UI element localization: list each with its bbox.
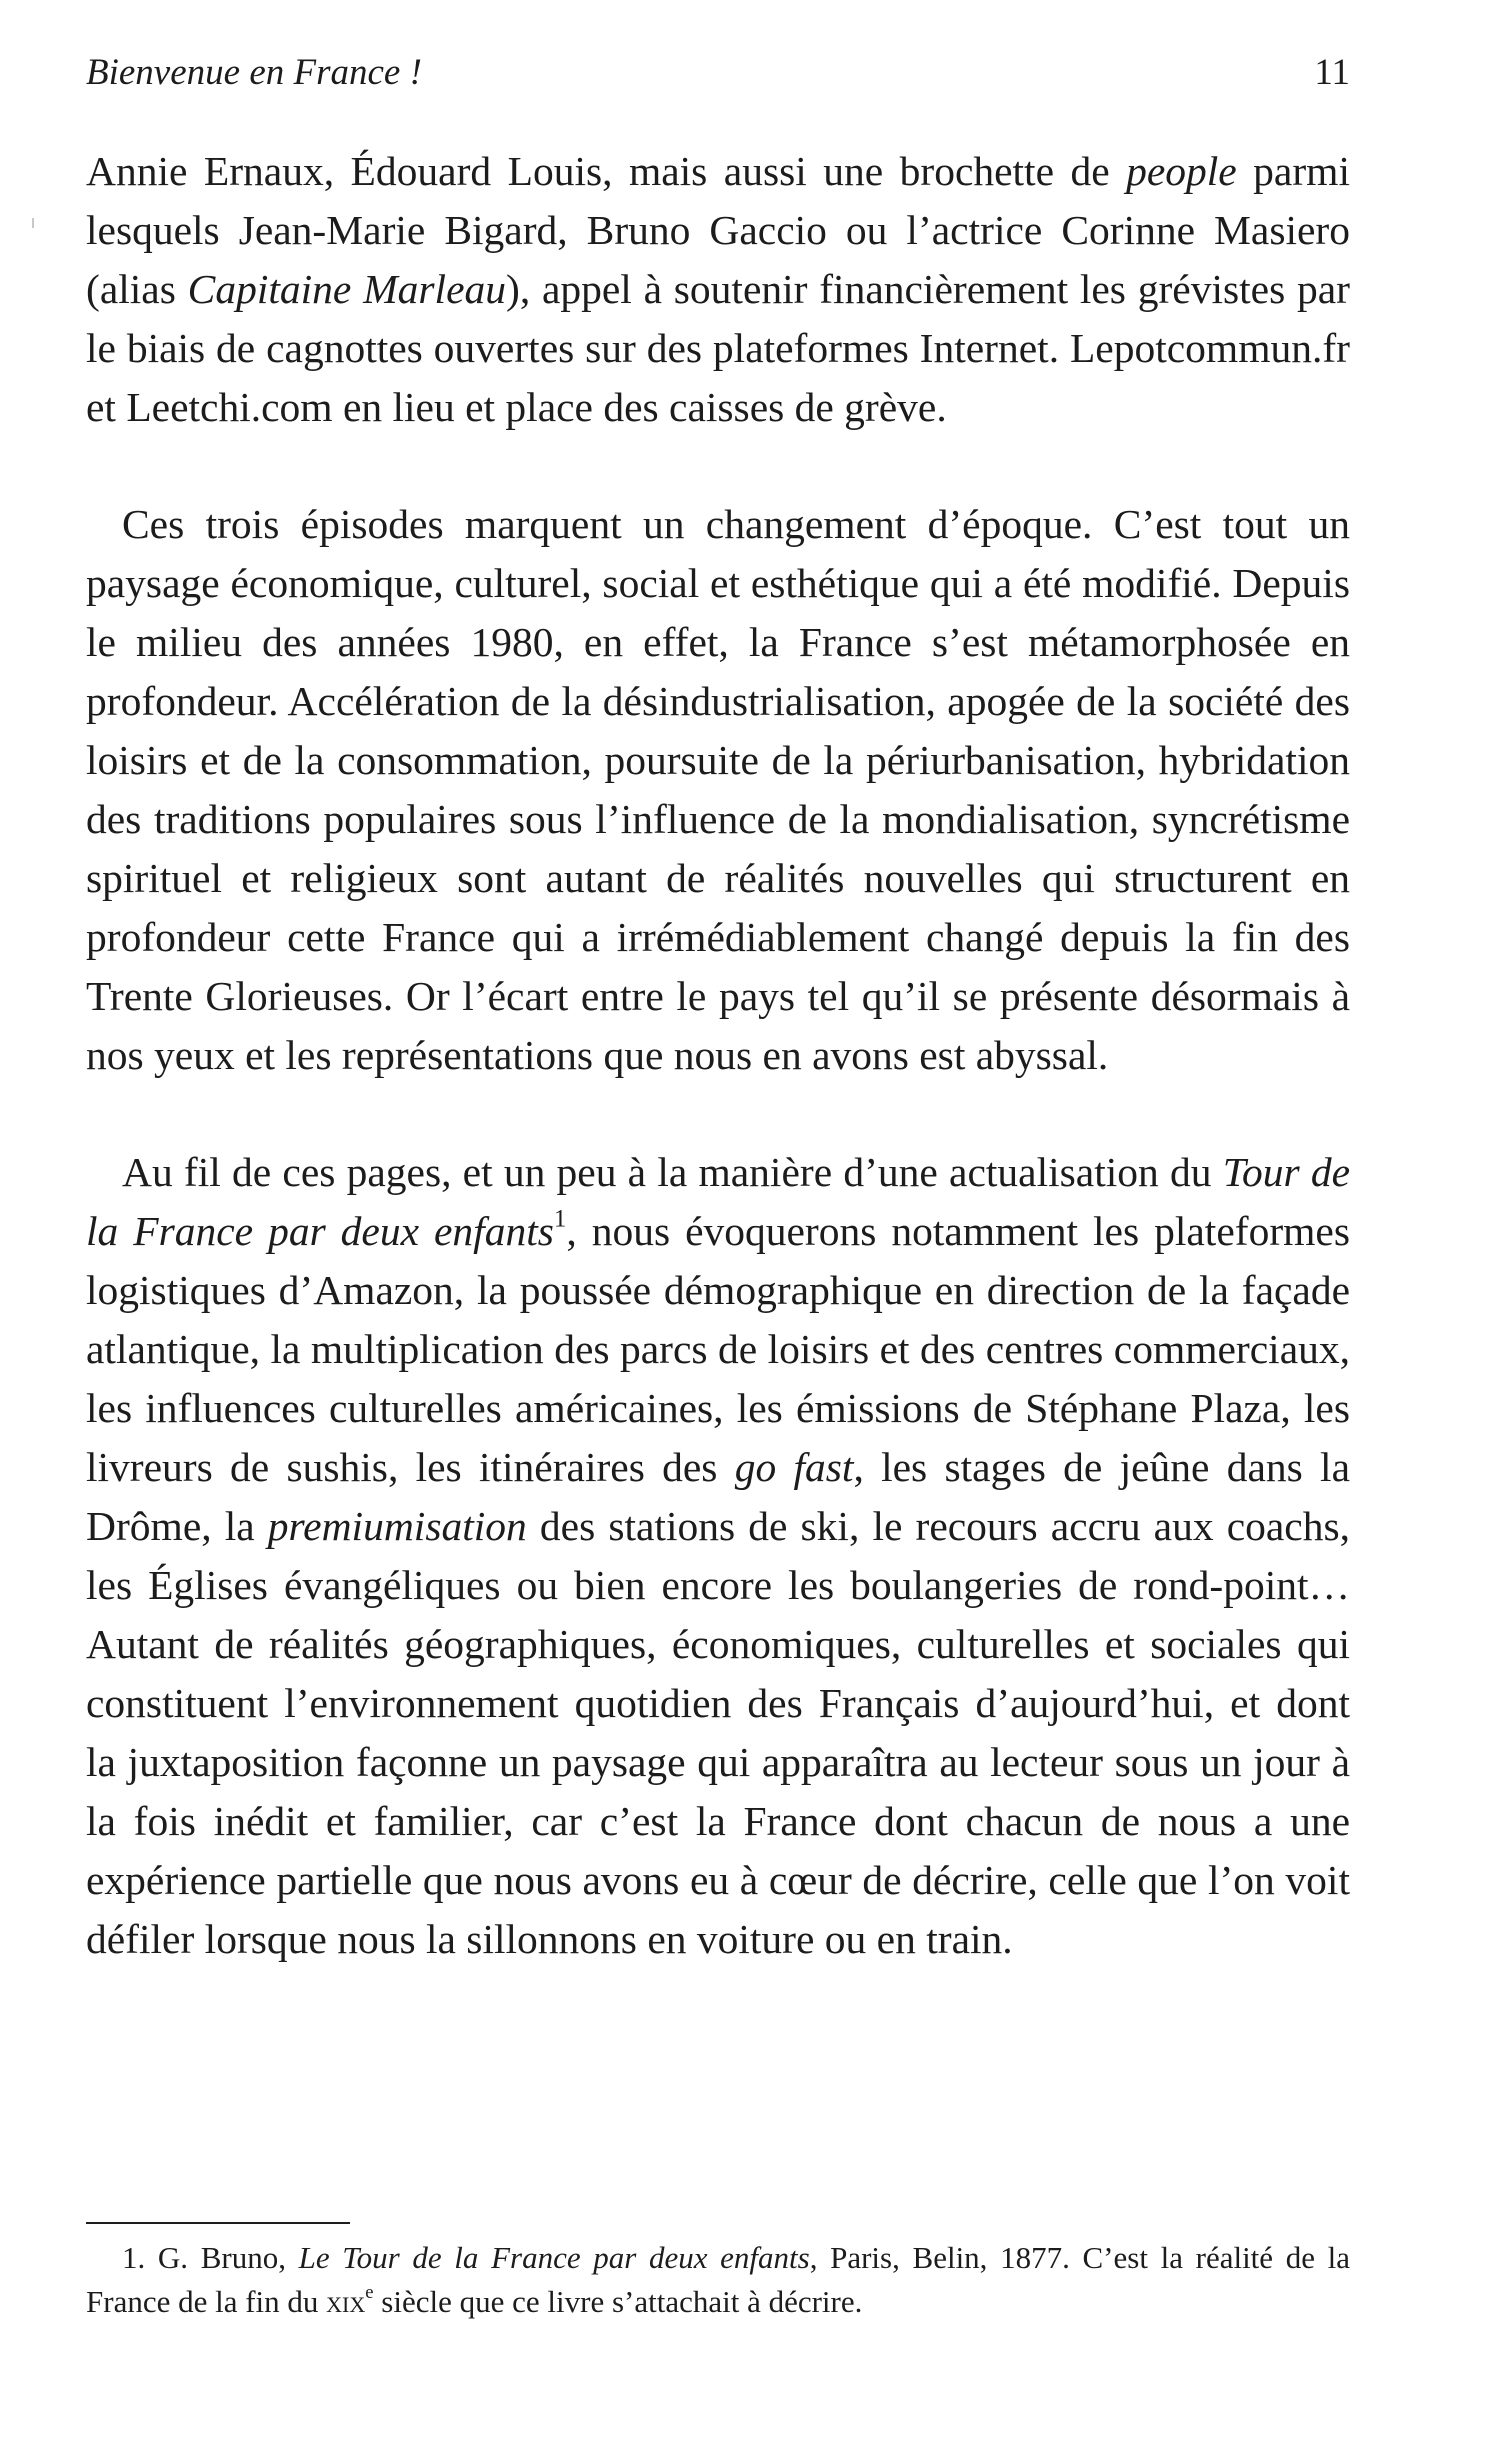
- running-header: [86, 48, 1350, 98]
- footnote-divider: [86, 2222, 350, 2224]
- italic-people: people: [1126, 148, 1237, 194]
- paragraph-3-text: des stations de ski, le recours accru aux coachs, les Églises évangéliques ou bien encore les boulangeries de rond-point… Autant de réalités géographiques, économiques, culturelles et sociales qui constituent l’environnement quotidien des Français d’aujourd’hui, et dont la juxtaposition façonne un paysage qui apparaîtra au lecteur sous un jour à la fois inédit et familier, car c’est la France dont chacun de nous a une expérience partielle que nous avons eu à cœur de décrire, celle que l’on voit défiler lorsque nous la sillonnons en voiture ou en train.: [86, 1503, 1350, 1962]
- paragraph-1-text: Annie Ernaux, Édouard Louis, mais aussi une brochette de: [86, 148, 1127, 194]
- paragraph-1: [86, 142, 1350, 437]
- paragraph-3-text: Au fil de ces pages, et un peu à la manière d’une actualisation du: [122, 1149, 1223, 1195]
- running-title: Bienvenue en France !: [86, 52, 422, 93]
- paragraph-3: [86, 1143, 1350, 1969]
- century-superscript: e: [365, 2282, 374, 2304]
- paragraph-1-text: ), appel à soutenir financièrement les grévistes par le biais de cagnottes ouvertes sur des plateformes Internet. Lepotcommun.fr et Leetchi.com en lieu et place des caisses de grève.: [86, 266, 1350, 430]
- italic-book-title: Tour de la France par deux enfants: [86, 1149, 1350, 1254]
- italic-premiumisation: premiumisation: [267, 1503, 527, 1549]
- footnote-italic-title: Le Tour de la France par deux enfants: [298, 2240, 810, 2275]
- footnote-reference: 1: [553, 1205, 567, 1233]
- footnote-text: siècle que ce livre s’attachait à décrire.: [373, 2284, 863, 2319]
- paragraph-3-text: , les stages de jeûne dans la Drôme, la: [86, 1444, 1351, 1549]
- footnote-text: 1. G. Bruno,: [122, 2240, 299, 2275]
- page-number: 11: [1314, 52, 1350, 93]
- body-text: [86, 142, 1350, 1969]
- footnote-text: , Paris, Belin, 1877. C’est la réalité de la France de la fin du: [86, 2240, 1351, 2319]
- italic-go-fast: go fast: [734, 1444, 854, 1490]
- paragraph-1-text: parmi lesquels Jean-Marie Bigard, Bruno Gaccio ou l’actrice Corinne Masiero (alias: [86, 148, 1350, 312]
- footnote-1: [86, 2236, 1350, 2324]
- century-numeral: xix: [326, 2284, 366, 2319]
- paragraph-2: [86, 495, 1350, 1085]
- scan-speck: [32, 218, 34, 228]
- paragraph-3-text: , nous évoquerons notamment les plateformes logistiques d’Amazon, la poussée démographique en direction de la façade atlantique, la multiplication des parcs de loisirs et des centres commerciaux, les influences culturelles américaines, les émissions de Stéphane Plaza, les livreurs de sushis, les itinéraires des: [86, 1208, 1350, 1490]
- paragraph-2-text: Ces trois épisodes marquent un changement d’époque. C’est tout un paysage économique, culturel, social et esthétique qui a été modifié. Depuis le milieu des années 1980, en effet, la France s’est métamorphosée en profondeur. Accélération de la désindustrialisation, apogée de la société des loisirs et de la consommation, poursuite de la périurbanisation, hybridation des traditions populaires sous l’influence de la mondialisation, syncrétisme spirituel et religieux sont autant de réalités nouvelles qui structurent en profondeur cette France qui a irrémédiablement changé depuis la fin des Trente Glorieuses. Or l’écart entre le pays tel qu’il se présente désormais à nos yeux et les représentations que nous en avons est abyssal.: [86, 501, 1350, 1078]
- italic-capitaine-marleau: Capitaine Marleau: [187, 266, 507, 312]
